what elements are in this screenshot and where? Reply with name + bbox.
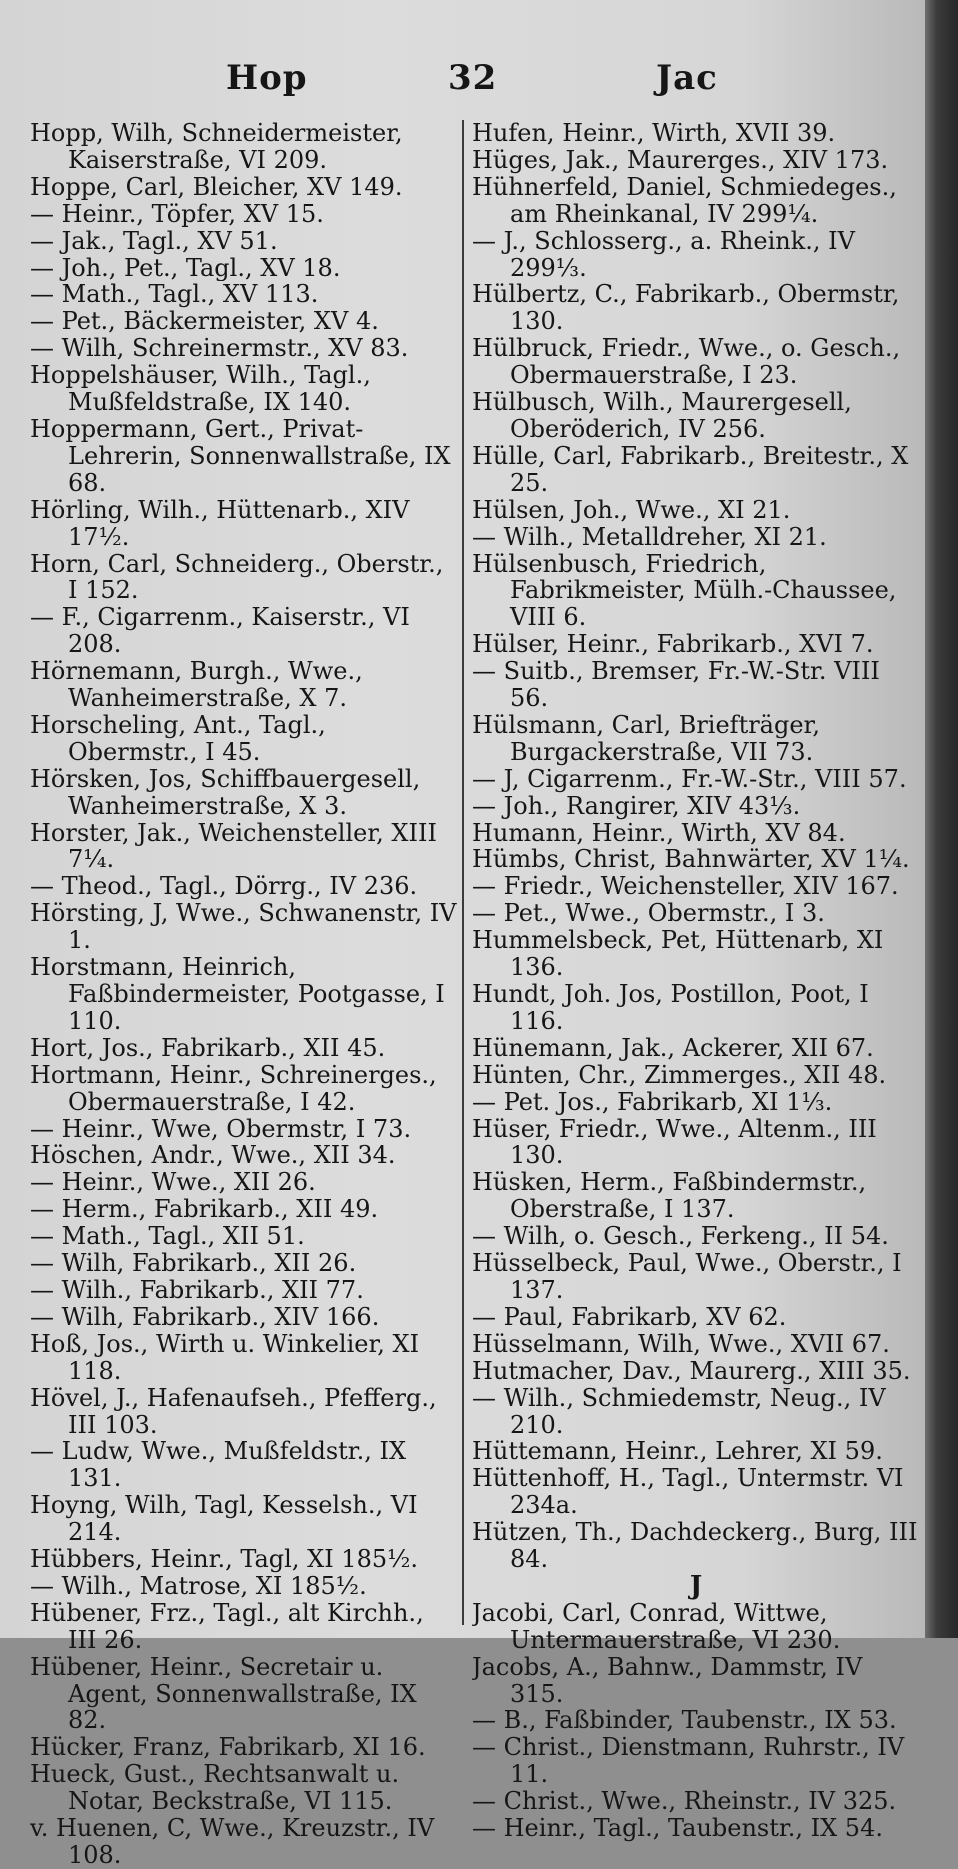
directory-entry: Hünemann, Jak., Ackerer, XII 67. <box>472 1034 874 1062</box>
section-letter: J <box>689 1572 703 1600</box>
directory-entry: Hülser, Heinr., Fabrikarb., XVI 7. <box>472 631 874 659</box>
directory-entry: Hufen, Heinr., Wirth, XVII 39. <box>472 120 836 147</box>
directory-entry: Horster, Jak., Weichensteller, XIII 7¼. <box>30 819 437 874</box>
directory-entry: Hüsken, Herm., Faßbindermstr., Oberstraße, I 137. <box>472 1169 867 1224</box>
directory-entry: Hülsenbusch, Friedrich, Fabrikmeister, Mülh.-Chaussee, VIII 6. <box>472 550 897 632</box>
directory-entry: Hübener, Frz., Tagl., alt Kirchh., III 26. <box>30 1599 424 1654</box>
directory-entry: Horscheling, Ant., Tagl., Obermstr., I 45. <box>30 711 326 766</box>
directory-entry: Jacobs, A., Bahnw., Dammstr, IV 315. <box>472 1653 863 1708</box>
directory-entry: — Ludw, Wwe., Mußfeldstr., IX 131. <box>30 1438 407 1493</box>
directory-entry: Hünten, Chr., Zimmerges., XII 48. <box>472 1061 887 1089</box>
directory-entry: — Wilh., Fabrikarb., XII 77. <box>30 1276 364 1304</box>
directory-entry: — Herm., Fabrikarb., XII 49. <box>30 1196 379 1224</box>
directory-entry: Hülbruck, Friedr., Wwe., o. Gesch., Obermauerstraße, I 23. <box>472 335 901 390</box>
directory-entry: Höschen, Andr., Wwe., XII 34. <box>30 1142 396 1170</box>
directory-entry: Hundt, Joh. Jos, Postillon, Poot, I 116. <box>472 981 869 1035</box>
directory-entry: — Wilh, o. Gesch., Ferkeng., II 54. <box>472 1223 889 1251</box>
directory-entry: Hülbertz, C., Fabrikarb., Obermstr, 130. <box>472 281 900 336</box>
directory-entry: — J, Cigarrenm., Fr.-W.-Str., VIII 57. <box>472 765 907 793</box>
directory-entry: — Christ., Dienstmann, Ruhrstr., IV 11. <box>472 1734 905 1789</box>
directory-entry: — B., Faßbinder, Taubenstr., IX 53. <box>472 1707 897 1735</box>
directory-entry: Hühnerfeld, Daniel, Schmiedeges., am Rheinkanal, IV 299¼. <box>472 173 897 228</box>
directory-entry: — Suitb., Bremser, Fr.-W.-Str. VIII 56. <box>472 658 880 712</box>
directory-entry: Hort, Jos., Fabrikarb., XII 45. <box>30 1034 386 1062</box>
right-column <box>472 120 920 1842</box>
directory-entry: — Math., Tagl., XII 51. <box>30 1223 305 1251</box>
directory-entry: — Christ., Wwe., Rheinstr., IV 325. <box>472 1788 897 1816</box>
directory-entry: — J., Schlosserg., a. Rheink., IV 299⅓. <box>472 227 855 282</box>
left-column <box>30 120 457 1869</box>
directory-entry: Hortmann, Heinr., Schreinerges., Obermauerstraße, I 42. <box>30 1061 437 1116</box>
directory-entry: — Pet., Wwe., Obermstr., I 3. <box>472 900 825 928</box>
directory-entry: Hümbs, Christ, Bahnwärter, XV 1¼. <box>472 846 910 874</box>
directory-entry: — Wilh., Schmiedemstr, Neug., IV 210. <box>472 1384 886 1439</box>
directory-entry: — Jak., Tagl., XV 51. <box>30 227 278 255</box>
directory-entry: — Math., Tagl., XV 113. <box>30 281 319 309</box>
directory-entry: Hueck, Gust., Rechtsanwalt u. Notar, Beckstraße, VI 115. <box>30 1761 400 1816</box>
directory-entry: v. Huenen, C, Wwe., Kreuzstr., IV 108. <box>30 1815 435 1869</box>
directory-entry: — Theod., Tagl., Dörrg., IV 236. <box>30 873 418 901</box>
directory-entry: — Heinr., Wwe., XII 26. <box>30 1169 316 1197</box>
directory-entry: Hörsken, Jos, Schiffbauergesell, Wanheimerstraße, X 3. <box>30 765 421 820</box>
page-number: 32 <box>448 58 498 98</box>
directory-entry: — Friedr., Weichensteller, XIV 167. <box>472 873 899 901</box>
directory-entry: Jacobi, Carl, Conrad, Wittwe, Untermauerstraße, VI 230. <box>472 1599 841 1654</box>
directory-entry: Hummelsbeck, Pet, Hüttenarb, XI 136. <box>472 927 884 981</box>
directory-entry: Hoß, Jos., Wirth u. Winkelier, XI 118. <box>30 1330 420 1385</box>
directory-entry: Hopp, Wilh, Schneidermeister, Kaiserstraße, VI 209. <box>30 120 403 174</box>
directory-entry: — Wilh, Schreinermstr., XV 83. <box>30 335 409 363</box>
directory-entry: Hübener, Heinr., Secretair u. Agent, Sonnenwallstraße, IX 82. <box>30 1653 417 1735</box>
directory-entry: — Pet. Jos., Fabrikarb, XI 1⅓. <box>472 1088 833 1116</box>
directory-entry: — Heinr., Töpfer, XV 15. <box>30 200 324 228</box>
directory-entry: — Wilh., Metalldreher, XI 21. <box>472 523 827 551</box>
directory-entry: Hörsting, J, Wwe., Schwanenstr, IV 1. <box>30 900 457 955</box>
directory-entry: — Wilh, Fabrikarb., XII 26. <box>30 1250 357 1277</box>
directory-entry: Hüttenhoff, H., Tagl., Untermstr. VI 234a. <box>472 1465 904 1520</box>
directory-entry: — Joh., Pet., Tagl., XV 18. <box>30 254 341 282</box>
directory-entry: — Paul, Fabrikarb, XV 62. <box>472 1303 787 1331</box>
directory-entry: Hoppe, Carl, Bleicher, XV 149. <box>30 173 403 201</box>
page-header <box>30 58 900 106</box>
directory-entry: Hövel, J., Hafenaufseh., Pfefferg., III 103. <box>30 1384 437 1439</box>
directory-entry: Hörnemann, Burgh., Wwe., Wanheimerstraße, X 7. <box>30 658 363 712</box>
directory-entry: Hoppermann, Gert., Privat-Lehrerin, Sonnenwallstraße, IX 68. <box>30 415 451 497</box>
directory-entry: Hörling, Wilh., Hüttenarb., XIV 17½. <box>30 496 410 551</box>
directory-entry: Horn, Carl, Schneiderg., Oberstr., I 152. <box>30 550 444 605</box>
directory-entry: Hülle, Carl, Fabrikarb., Breitestr., X 25. <box>472 442 909 497</box>
directory-entry: Humann, Heinr., Wirth, XV 84. <box>472 819 846 847</box>
page-edge <box>925 0 958 1638</box>
directory-entry: Horstmann, Heinrich, Faßbindermeister, Pootgasse, I 110. <box>30 954 445 1035</box>
directory-entry: Hüges, Jak., Maurerges., XIV 173. <box>472 146 889 174</box>
directory-entry: — Wilh., Matrose, XI 185½. <box>30 1572 367 1600</box>
directory-entry: Hücker, Franz, Fabrikarb, XI 16. <box>30 1734 426 1762</box>
directory-entry: Hüser, Friedr., Wwe., Altenm., III 130. <box>472 1115 877 1170</box>
directory-entry: Hülbusch, Wilh., Maurergesell, Oberöderich, IV 256. <box>472 389 852 443</box>
header-right-keyword: Jac <box>656 58 718 98</box>
directory-entry: — Joh., Rangirer, XIV 43⅓. <box>472 792 801 820</box>
directory-entry: — Heinr., Tagl., Taubenstr., IX 54. <box>472 1815 883 1842</box>
directory-entry: Hutmacher, Dav., Maurerg., XIII 35. <box>472 1357 911 1385</box>
directory-entry: Hützen, Th., Dachdeckerg., Burg, III 84. <box>472 1519 918 1573</box>
directory-entry: Hüsselmann, Wilh, Wwe., XVII 67. <box>472 1330 890 1358</box>
directory-entry: Hüsselbeck, Paul, Wwe., Oberstr., I 137. <box>472 1250 902 1304</box>
directory-entry: Hülsmann, Carl, Briefträger, Burgackerstraße, VII 73. <box>472 711 821 766</box>
header-left-keyword: Hop <box>226 58 308 98</box>
directory-entry: Hoyng, Wilh, Tagl, Kesselsh., VI 214. <box>30 1492 418 1547</box>
directory-entry: — Pet., Bäckermeister, XV 4. <box>30 308 379 336</box>
directory-entry: — Wilh, Fabrikarb., XIV 166. <box>30 1303 380 1331</box>
directory-entry: Hoppelshäuser, Wilh., Tagl., Mußfeldstraße, IX 140. <box>30 362 371 416</box>
directory-entry: Hübbers, Heinr., Tagl, XI 185½. <box>30 1546 418 1573</box>
directory-entry: — F., Cigarrenm., Kaiserstr., VI 208. <box>30 604 410 659</box>
directory-entry: Hülsen, Joh., Wwe., XI 21. <box>472 496 791 524</box>
directory-entry: — Heinr., Wwe, Obermstr, I 73. <box>30 1115 412 1143</box>
column-divider <box>462 120 464 1625</box>
directory-entry: Hüttemann, Heinr., Lehrer, XI 59. <box>472 1438 883 1466</box>
